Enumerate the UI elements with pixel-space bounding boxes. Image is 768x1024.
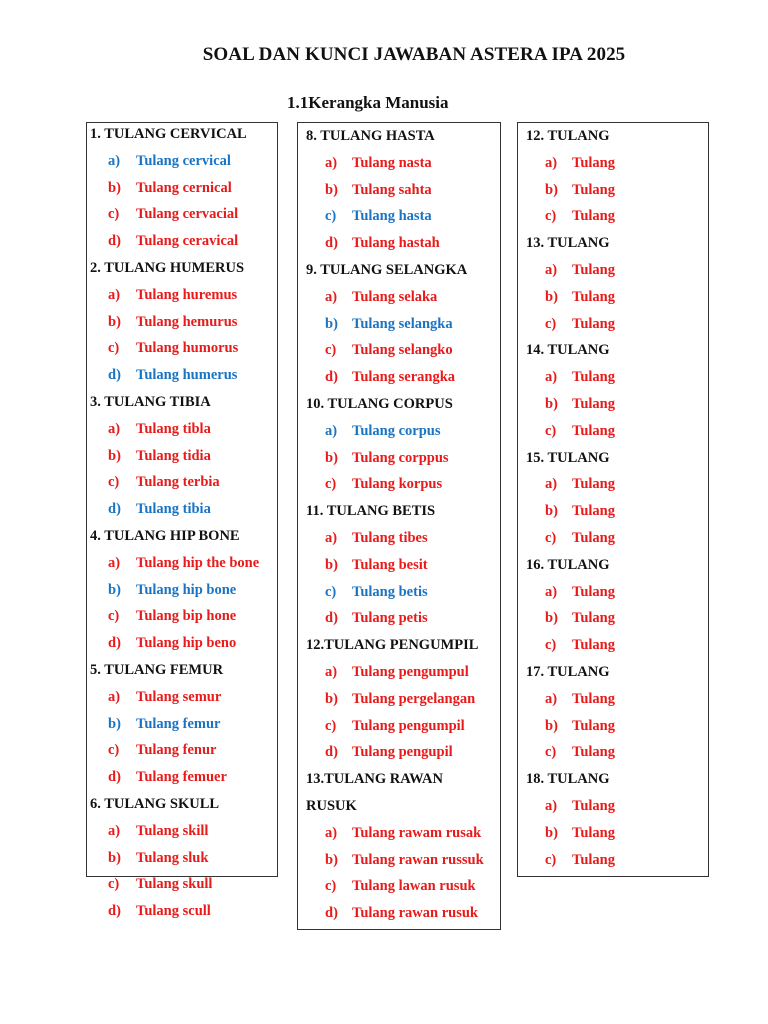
option-letter: c) (108, 742, 120, 759)
option-letter: c) (108, 474, 120, 491)
option-letter: b) (108, 313, 121, 330)
option-letter: a) (108, 688, 121, 705)
option-text: Tulang hip bone (136, 581, 237, 598)
option-text: Tulang (572, 717, 615, 734)
option-text: Tulang femur (136, 715, 221, 732)
option-letter: a) (325, 824, 338, 841)
option-text: Tulang hip beno (136, 635, 237, 652)
answer-option (306, 873, 484, 900)
question-title: 9. TULANG SELANGKA (306, 261, 468, 278)
option-letter: b) (325, 851, 338, 868)
option-letter: a) (108, 420, 121, 437)
answer-option (90, 845, 259, 872)
question-title: 10. TULANG CORPUS (306, 395, 453, 412)
option-letter: c) (325, 717, 337, 734)
answer-option (306, 471, 484, 498)
option-letter: b) (108, 447, 121, 464)
option-text: Tulang (572, 395, 615, 412)
answer-option (90, 898, 259, 925)
option-text: Tulang ceravical (136, 233, 239, 250)
option-text: Tulang betis (352, 583, 428, 600)
answer-option (306, 900, 484, 927)
answer-option (306, 739, 484, 766)
option-letter: b) (108, 849, 121, 866)
answer-option (90, 737, 259, 764)
option-letter: a) (325, 154, 338, 171)
option-text: Tulang (572, 181, 615, 198)
option-letter: a) (545, 369, 558, 386)
option-text: Tulang (572, 476, 615, 493)
option-letter: c) (545, 208, 557, 225)
option-text: Tulang tidia (136, 447, 211, 464)
option-text: Tulang pergelangan (352, 690, 476, 707)
option-text: Tulang (572, 288, 615, 305)
answer-option-correct (90, 148, 259, 175)
option-text: Tulang terbia (136, 474, 220, 491)
answer-option (306, 686, 484, 713)
option-letter: b) (108, 581, 121, 598)
answer-option-correct (90, 711, 259, 738)
question-list (90, 121, 259, 925)
option-text: Tulang nasta (352, 154, 432, 171)
option-text: Tulang hip the bone (136, 554, 260, 571)
option-text: Tulang hemurus (136, 313, 238, 330)
option-text: Tulang semur (136, 688, 222, 705)
option-text: Tulang rawam rusak (352, 824, 482, 841)
answer-option (306, 525, 484, 552)
question-title: 15. TULANG (526, 449, 610, 466)
option-text: Tulang rawan rusuk (352, 905, 478, 922)
option-letter: b) (325, 556, 338, 573)
option-text: Tulang (572, 503, 615, 520)
option-text: Tulang sahta (352, 181, 432, 198)
option-letter: a) (545, 261, 558, 278)
option-letter: d) (325, 905, 338, 922)
option-text: Tulang (572, 208, 615, 225)
option-letter: a) (325, 422, 338, 439)
answer-option (526, 150, 615, 177)
option-letter: c) (325, 583, 337, 600)
option-letter: c) (325, 208, 337, 225)
option-letter: b) (325, 690, 338, 707)
option-letter: a) (545, 797, 558, 814)
option-letter: c) (325, 878, 337, 895)
option-text: Tulang (572, 637, 615, 654)
answer-option (306, 552, 484, 579)
option-text: Tulang pengupil (352, 744, 453, 761)
option-text: Tulang corpus (352, 422, 441, 439)
answer-option (526, 579, 615, 606)
option-letter: c) (108, 206, 120, 223)
option-letter: b) (325, 315, 338, 332)
option-letter: c) (545, 529, 557, 546)
option-letter: d) (108, 501, 121, 518)
answer-option (90, 764, 259, 791)
question-title: 3. TULANG TIBIA (90, 393, 211, 410)
answer-option-correct (90, 496, 259, 523)
section-heading: 1.1Kerangka Manusia (287, 93, 449, 112)
option-letter: d) (108, 635, 121, 652)
answer-option (306, 150, 484, 177)
answer-option (526, 177, 615, 204)
option-letter: c) (545, 422, 557, 439)
question-title: 13.TULANG RAWAN (306, 771, 443, 788)
option-letter: a) (325, 529, 338, 546)
option-text: Tulang besit (352, 556, 428, 573)
option-letter: a) (545, 476, 558, 493)
answer-option (526, 632, 615, 659)
answer-option (526, 605, 615, 632)
option-letter: b) (545, 395, 558, 412)
option-letter: c) (108, 340, 120, 357)
answer-option (90, 201, 259, 228)
question-title: 18. TULANG (526, 771, 610, 788)
question-title: 16. TULANG (526, 556, 610, 573)
option-letter: d) (108, 769, 121, 786)
answer-option (90, 309, 259, 336)
answer-option (526, 525, 615, 552)
option-letter: b) (545, 610, 558, 627)
question-column-1 (86, 122, 278, 920)
option-text: Tulang humorus (136, 340, 239, 357)
answer-option (306, 177, 484, 204)
option-letter: b) (545, 717, 558, 734)
answer-option (526, 739, 615, 766)
answer-option (306, 605, 484, 632)
option-text: Tulang fenur (136, 742, 217, 759)
option-text: Tulang (572, 315, 615, 332)
answer-option (526, 471, 615, 498)
option-text: Tulang (572, 422, 615, 439)
answer-option (90, 871, 259, 898)
option-text: Tulang selaka (352, 288, 438, 305)
option-text: Tulang sluk (136, 849, 209, 866)
option-text: Tulang (572, 154, 615, 171)
answer-option (306, 713, 484, 740)
option-text: Tulang (572, 824, 615, 841)
answer-option (526, 284, 615, 311)
question-title-continued: RUSUK (306, 797, 357, 814)
option-letter: a) (108, 554, 121, 571)
option-letter: d) (325, 744, 338, 761)
question-column-3 (517, 122, 709, 877)
option-letter: c) (108, 876, 120, 893)
answer-option (526, 793, 615, 820)
question-title: 14. TULANG (526, 342, 610, 359)
option-letter: d) (325, 610, 338, 627)
question-column-2 (297, 122, 501, 930)
option-letter: c) (325, 342, 337, 359)
option-text: Tulang scull (136, 903, 211, 920)
question-title: 6. TULANG SKULL (90, 795, 220, 812)
option-text: Tulang (572, 583, 615, 600)
answer-option-correct (306, 311, 484, 338)
option-text: Tulang skill (136, 822, 209, 839)
answer-option (90, 416, 259, 443)
option-letter: b) (108, 179, 121, 196)
question-title: 5. TULANG FEMUR (90, 661, 224, 678)
answer-option (306, 847, 484, 874)
answer-option (306, 230, 484, 257)
answer-option (90, 469, 259, 496)
answer-option (90, 684, 259, 711)
answer-option (306, 337, 484, 364)
answer-option-correct (306, 203, 484, 230)
answer-option (90, 630, 259, 657)
question-title: 12.TULANG PENGUMPIL (306, 637, 479, 654)
option-text: Tulang lawan rusuk (352, 878, 476, 895)
option-letter: b) (325, 449, 338, 466)
option-text: Tulang hastah (352, 235, 440, 252)
option-letter: d) (325, 235, 338, 252)
question-title: 1. TULANG CERVICAL (90, 126, 247, 142)
document-title: SOAL DAN KUNCI JAWABAN ASTERA IPA 2025 (202, 44, 626, 65)
option-text: Tulang bip hone (136, 608, 237, 625)
option-letter: d) (108, 233, 121, 250)
option-letter: c) (108, 608, 120, 625)
answer-option (90, 175, 259, 202)
answer-option-correct (90, 362, 259, 389)
answer-option-correct (90, 577, 259, 604)
answer-option (526, 203, 615, 230)
option-letter: c) (325, 476, 337, 493)
answer-option (90, 335, 259, 362)
answer-option (90, 282, 259, 309)
question-title: 12. TULANG (526, 128, 610, 144)
answer-option (90, 603, 259, 630)
question-title: 11. TULANG BETIS (306, 503, 436, 520)
option-letter: a) (325, 663, 338, 680)
option-text: Tulang (572, 261, 615, 278)
answer-option (526, 820, 615, 847)
option-text: Tulang (572, 851, 615, 868)
option-text: Tulang (572, 690, 615, 707)
option-letter: d) (325, 369, 338, 386)
answer-option (526, 364, 615, 391)
option-letter: a) (545, 154, 558, 171)
option-letter: a) (108, 822, 121, 839)
answer-option (306, 445, 484, 472)
option-letter: b) (325, 181, 338, 198)
option-text: Tulang femuer (136, 769, 227, 786)
answer-option (306, 364, 484, 391)
option-letter: b) (108, 715, 121, 732)
question-title: 8. TULANG HASTA (306, 128, 435, 144)
option-text: Tulang selangko (352, 342, 453, 359)
answer-option (90, 443, 259, 470)
option-text: Tulang (572, 744, 615, 761)
option-letter: c) (545, 315, 557, 332)
option-text: Tulang cervacial (136, 206, 239, 223)
option-text: Tulang tibia (136, 501, 211, 518)
answer-option (306, 284, 484, 311)
answer-option (526, 713, 615, 740)
answer-option (526, 391, 615, 418)
question-title: 13. TULANG (526, 235, 610, 252)
option-letter: b) (545, 824, 558, 841)
option-text: Tulang tibes (352, 529, 428, 546)
option-letter: b) (545, 503, 558, 520)
option-text: Tulang skull (136, 876, 213, 893)
option-text: Tulang korpus (352, 476, 443, 493)
question-list (526, 123, 615, 873)
answer-option-correct (306, 418, 484, 445)
answer-option (90, 818, 259, 845)
option-text: Tulang cervical (136, 152, 231, 169)
answer-option (526, 311, 615, 338)
option-letter: d) (108, 367, 121, 384)
option-letter: b) (545, 181, 558, 198)
answer-option (526, 686, 615, 713)
answer-option (526, 498, 615, 525)
option-text: Tulang petis (352, 610, 428, 627)
answer-option (526, 418, 615, 445)
question-title: 4. TULANG HIP BONE (90, 527, 240, 544)
option-letter: a) (325, 288, 338, 305)
option-text: Tulang corppus (352, 449, 449, 466)
option-letter: a) (545, 690, 558, 707)
option-letter: a) (545, 583, 558, 600)
option-text: Tulang (572, 797, 615, 814)
option-text: Tulang huremus (136, 286, 238, 303)
option-letter: c) (545, 744, 557, 761)
option-letter: d) (108, 903, 121, 920)
answer-option (306, 820, 484, 847)
question-title: 17. TULANG (526, 663, 610, 680)
answer-option (306, 659, 484, 686)
option-text: Tulang pengumpil (352, 717, 465, 734)
option-text: Tulang (572, 529, 615, 546)
option-text: Tulang pengumpul (352, 663, 469, 680)
answer-option (90, 228, 259, 255)
option-text: Tulang selangka (352, 315, 453, 332)
option-letter: b) (545, 288, 558, 305)
answer-option (90, 550, 259, 577)
option-letter: a) (108, 286, 121, 303)
option-letter: a) (108, 152, 121, 169)
answer-option (526, 257, 615, 284)
question-title: 2. TULANG HUMERUS (90, 259, 245, 276)
option-text: Tulang rawan russuk (352, 851, 484, 868)
option-text: Tulang cernical (136, 179, 232, 196)
answer-option-correct (306, 579, 484, 606)
option-text: Tulang (572, 369, 615, 386)
option-text: Tulang (572, 610, 615, 627)
question-list (306, 123, 484, 927)
option-letter: c) (545, 851, 557, 868)
option-text: Tulang serangka (352, 369, 456, 386)
option-text: Tulang humerus (136, 367, 238, 384)
option-text: Tulang hasta (352, 208, 432, 225)
option-text: Tulang tibla (136, 420, 211, 437)
answer-option (526, 847, 615, 874)
option-letter: c) (545, 637, 557, 654)
